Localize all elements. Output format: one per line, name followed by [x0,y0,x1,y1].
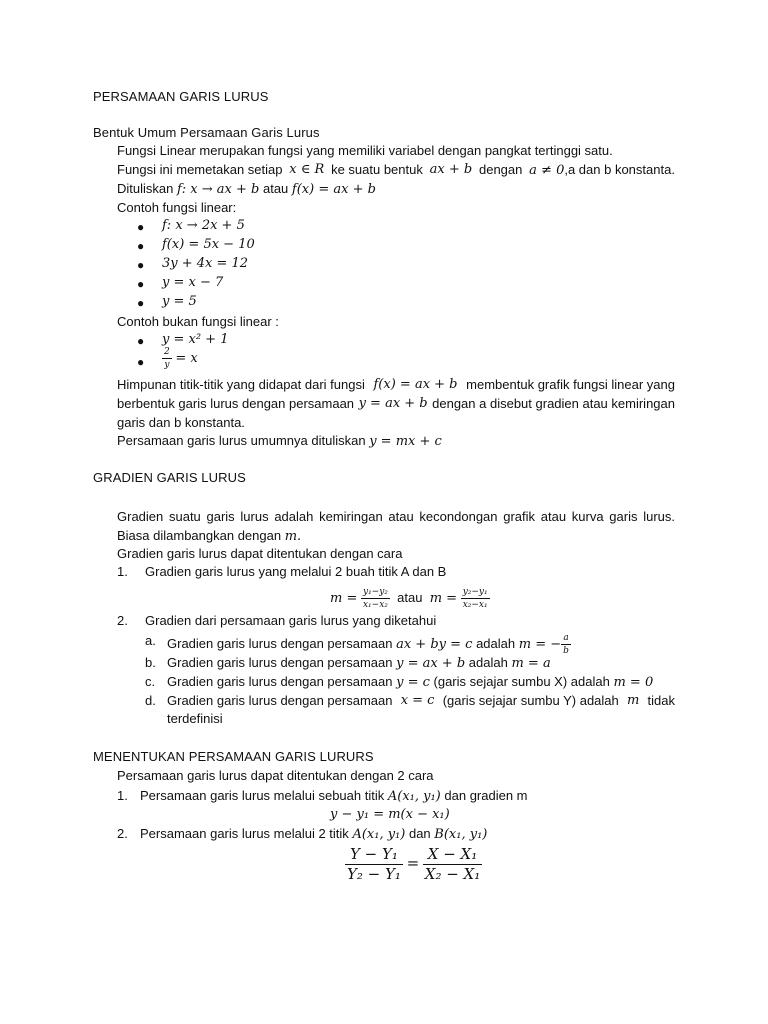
list-number: 2. [117,826,128,841]
paragraph-konstanta: garis dan b konstanta. [117,415,245,430]
bullet-icon: ● [137,355,145,369]
sublist-item-d-cont: terdefinisi [167,711,223,726]
bullet-icon: ● [137,258,145,272]
subtitle-bentuk-umum: Bentuk Umum Persamaan Garis Lurus [93,125,320,140]
list-item-satu-titik: Persamaan garis lurus melalui sebuah titik A(x₁, y₁) dan gradien m [140,788,528,804]
example-item: f(x) = 5x − 10 [162,237,255,252]
sublist-letter: d. [145,693,156,708]
sublist-item-b: Gradien garis lurus dengan persamaan y = ax + b adalah m = a [167,655,551,671]
paragraph-himpunan: Himpunan titik-titik yang didapat dari fungsi f(x) = ax + b membentuk grafik fungsi linear yang [117,377,675,392]
formula-dua-titik: $\frac{\text{Y − Y₁}}{\text{Y₂ − Y₁}}$ = $\frac{\text{X − X₁}}{\text{X₂ − X₁}}$ [347,845,481,884]
paragraph-dilambangkan: Biasa dilambangkan dengan m. [117,528,302,544]
bullet-icon: ● [137,334,145,348]
formula-satu-titik: y − y₁ = m(x − x₁) [330,807,450,822]
sublist-item-c: Gradien garis lurus dengan persamaan y = c (garis sejajar sumbu X) adalah m = 0 [167,674,654,690]
non-examples-title: Contoh bukan fungsi linear : [117,314,279,329]
bullet-icon: ● [137,220,145,234]
non-example-item: y = x² + 1 [162,332,229,347]
formula-gradien-dua-titik: m = $\frac{\text{y₁−y₂}}{\text{x₁−x₂}}$ atau m = $\frac{\text{y₂−y₁}}{\text{x₂−x₁}}$ [330,587,488,611]
sublist-letter: b. [145,655,156,670]
paragraph-dituliskan: Dituliskan f: x → ax + b atau f(x) = ax + b [117,181,376,197]
bullet-icon: ● [137,277,145,291]
bullet-icon: ● [137,296,145,310]
list-number: 1. [117,564,128,579]
sublist-item-d: Gradien garis lurus dengan persamaan x = c (garis sejajar sumbu Y) adalah m tidak [167,693,675,708]
list-item-dua-titik-persamaan: Persamaan garis lurus melalui 2 titik A(x₁, y₁) dan B(x₁, y₁) [140,826,488,842]
section-title-gradien: GRADIEN GARIS LURUS [93,470,246,485]
example-item: y = x − 7 [162,275,224,290]
example-item: 3y + 4x = 12 [162,256,249,271]
paragraph-memetakan: Fungsi ini memetakan setiap x ∈ R ke suatu bentuk ax + b dengan a ≠ 0,a dan b konstanta. [117,162,675,178]
sublist-letter: c. [145,674,156,689]
paragraph-cara: Gradien garis lurus dapat ditentukan dengan cara [117,546,403,561]
paragraph-dua-cara: Persamaan garis lurus dapat ditentukan dengan 2 cara [117,768,434,783]
list-item-persamaan-diketahui: Gradien dari persamaan garis lurus yang diketahui [145,613,437,628]
paragraph-fungsi-linear: Fungsi Linear merupakan fungsi yang memiliki variabel dengan pangkat tertinggi satu. [117,143,613,158]
non-example-item: $\frac{2}{y}$ = x [164,347,198,370]
paragraph-gradien-def: Gradien suatu garis lurus adalah kemiringan atau kecondongan grafik atau kurva garis lurus. [117,509,675,524]
paragraph-umumnya: Persamaan garis lurus umumnya dituliskan y = mx + c [117,433,442,449]
sublist-letter: a. [145,633,156,648]
example-item: y = 5 [162,294,197,309]
bullet-icon: ● [137,239,145,253]
example-item: f: x → 2x + 5 [162,218,245,233]
examples-title: Contoh fungsi linear: [117,200,237,215]
list-number: 2. [117,613,128,628]
section-title-persamaan: PERSAMAAN GARIS LURUS [93,89,269,104]
list-number: 1. [117,788,128,803]
paragraph-berbentuk: berbentuk garis lurus dengan persamaan y = ax + b dengan a disebut gradien atau kemiringan [117,396,675,411]
section-title-menentukan: MENENTUKAN PERSAMAAN GARIS LURURS [93,749,374,764]
list-item-dua-titik: Gradien garis lurus yang melalui 2 buah titik A dan B [145,564,447,579]
sublist-item-a: Gradien garis lurus dengan persamaan ax + by = c adalah m = − $\frac{a}{b}$ [167,633,569,656]
